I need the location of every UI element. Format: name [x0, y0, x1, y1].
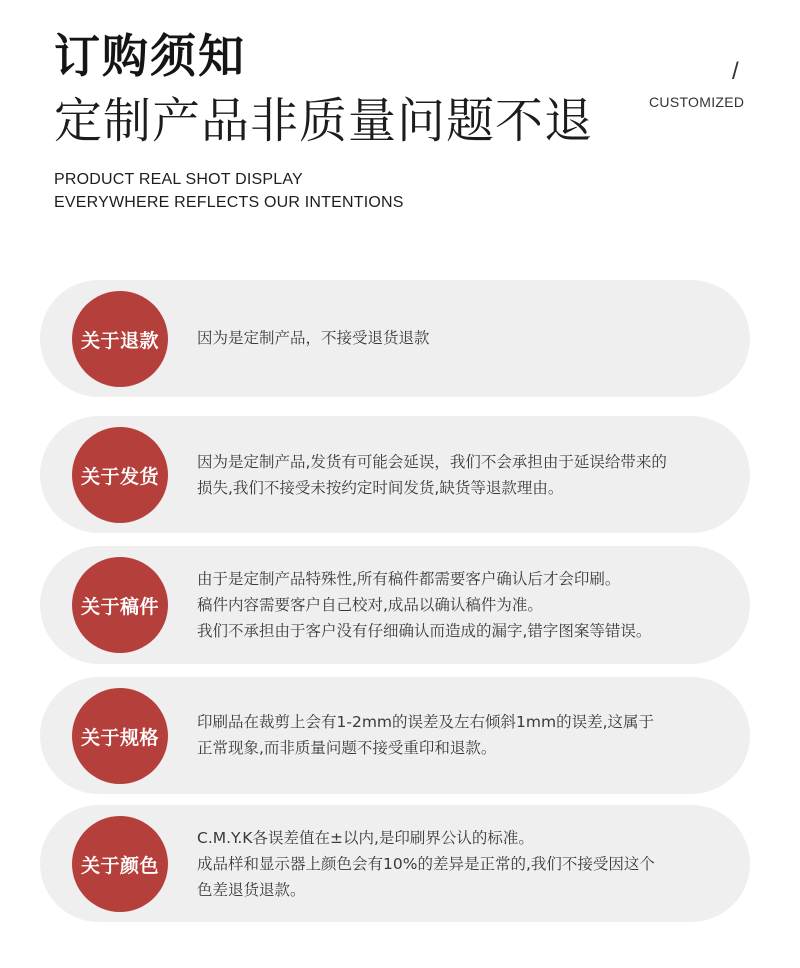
card-specification [40, 677, 750, 794]
shipping-text-line: 因为是定制产品,发货有可能会延误，我们不会承担由于延误给带来的 [197, 453, 667, 471]
page-subtitle: 定制产品非质量问题不退 [54, 93, 594, 149]
color-text-line: C.M.Y.K各误差值在±以内,是印刷界公认的标准。 [197, 829, 534, 847]
page-title: 订购须知 [54, 29, 246, 83]
card-shipping [40, 416, 750, 533]
color-badge: 关于颜色 [72, 816, 168, 912]
slash-divider: / [732, 58, 739, 85]
shipping-badge: 关于发货 [72, 427, 168, 523]
card-color [40, 805, 750, 922]
color-text [197, 825, 730, 903]
artwork-badge: 关于稿件 [72, 557, 168, 653]
artwork-text-line: 由于是定制产品特殊性,所有稿件都需要客户确认后才会印刷。 [197, 570, 621, 588]
specification-text-line: 印刷品在裁剪上会有1-2mm的误差及左右倾斜1mm的误差,这属于 [197, 713, 655, 731]
specification-text-line: 正常现象,而非质量问题不接受重印和退款。 [197, 739, 497, 757]
color-text-line: 成品样和显示器上颜色会有10%的差异是正常的,我们不接受因这个 [197, 855, 655, 873]
color-text-line: 色差退货退款。 [197, 881, 306, 899]
shipping-text [197, 449, 730, 501]
english-tagline-1: PRODUCT REAL SHOT DISPLAY [54, 171, 303, 188]
artwork-text-line: 稿件内容需要客户自己校对,成品以确认稿件为准。 [197, 596, 543, 614]
card-artwork [40, 546, 750, 664]
customized-label: CUSTOMIZED [649, 94, 745, 110]
refund-text [197, 325, 730, 351]
specification-text [197, 709, 730, 761]
refund-text-line: 因为是定制产品，不接受退货退款 [197, 329, 430, 347]
artwork-text-line: 我们不承担由于客户没有仔细确认而造成的漏字,错字图案等错误。 [197, 622, 652, 640]
artwork-text [197, 566, 730, 644]
english-tagline-2: EVERYWHERE REFLECTS OUR INTENTIONS [54, 194, 404, 211]
card-refund [40, 280, 750, 397]
shipping-text-line: 损失,我们不接受未按约定时间发货,缺货等退款理由。 [197, 479, 564, 497]
refund-badge: 关于退款 [72, 291, 168, 387]
specification-badge: 关于规格 [72, 688, 168, 784]
